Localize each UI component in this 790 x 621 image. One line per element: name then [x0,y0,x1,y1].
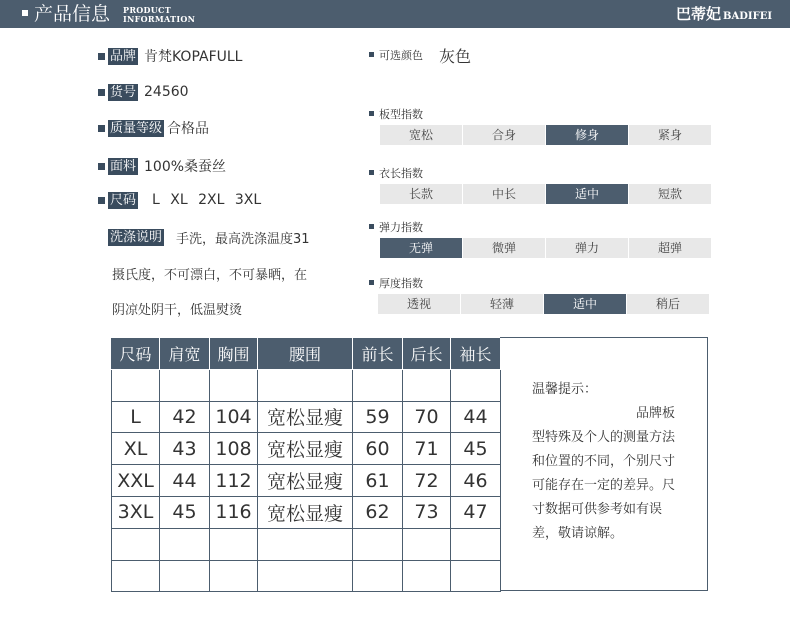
fabric-label: 面料 [110,158,137,174]
header-front-length: 前长 [353,338,403,370]
fit-option-regular: 合身 [463,125,545,145]
elastic-option-super: 超弹 [629,238,711,258]
thickness-option-thin: 轻薄 [461,294,543,314]
table-cell: 62 [353,496,403,528]
table-cell: 59 [353,401,403,433]
size-label: 尺码 [110,192,137,208]
header-size: 尺码 [112,338,160,370]
table-row [112,465,501,497]
bullet-square-icon [98,163,105,170]
table-row-empty [112,560,501,592]
table-cell: 46 [451,465,501,497]
table-cell: 3XL [112,496,160,528]
table-cell: 116 [210,496,258,528]
table-cell: 44 [160,465,210,497]
grade-value: 合格品 [167,121,210,137]
length-option-midlong: 中长 [463,184,545,204]
bullet-square-icon [369,170,374,175]
thickness-scale [378,294,710,314]
table-row [112,496,501,528]
table-cell: 61 [353,465,403,497]
info-brand [98,46,242,66]
fit-scale [380,125,712,145]
table-cell: 104 [210,401,258,433]
grade-label: 质量等级 [110,120,163,136]
care-line-1: 手洗，最高洗涤温度31 [176,231,310,247]
brand-value: 肯梵KOPAFULL [144,49,243,65]
color-value: 灰色 [439,47,472,66]
elastic-label: 弹力指数 [379,221,423,234]
header-bar [0,0,790,28]
header-bullet-icon [22,10,28,16]
info-size [98,190,261,210]
care-label: 洗涤说明 [110,229,163,245]
table-cell: L [112,401,160,433]
info-code [98,82,189,102]
size-table [111,337,501,592]
table-cell: XXL [112,465,160,497]
table-cell: 73 [403,496,451,528]
elastic-option-stretch: 弹力 [546,238,628,258]
table-row-empty [112,369,501,401]
bullet-square-icon [98,53,105,60]
table-cell: 宽松显瘦 [258,433,353,465]
bullet-square-icon [369,52,374,57]
length-scale [380,184,712,204]
tips-body: 品牌板型特殊及个人的测量方法和位置的不同，个别尺寸可能存在一定的差异。尺寸数据可供参考如有误差，敬请谅解。 [532,406,676,541]
fit-option-loose: 宽松 [380,125,462,145]
table-row [112,433,501,465]
care-line-3: 阴凉处阴干，低温熨烫 [112,303,243,318]
header-waist: 腰围 [258,338,353,370]
elastic-option-slight: 微弹 [463,238,545,258]
table-cell: 72 [403,465,451,497]
section-subtitle [123,6,195,24]
brand-label: 品牌 [110,48,137,64]
header-chest: 胸围 [210,338,258,370]
length-option-long: 长款 [380,184,462,204]
length-option-short: 短款 [629,184,711,204]
table-cell: 宽松显瘦 [258,401,353,433]
fit-label: 板型指数 [379,108,423,121]
color-label: 可选颜色 [379,49,423,62]
table-cell: 112 [210,465,258,497]
table-header-row [112,338,501,370]
thickness-option-thick: 稍后 [627,294,709,314]
table-cell: 45 [451,433,501,465]
care-line-2: 摄氏度，不可漂白，不可暴晒，在 [112,268,308,283]
elastic-option-none: 无弹 [380,238,462,258]
elastic-scale [380,238,712,258]
code-value: 24560 [144,84,189,100]
header-back-length: 后长 [403,338,451,370]
subtitle-line-1: PRODUCT [123,5,171,15]
table-cell: 60 [353,433,403,465]
table-row-empty [112,528,501,560]
table-cell: 宽松显瘦 [258,496,353,528]
thickness-option-medium: 适中 [544,294,626,314]
tips-box [500,337,708,591]
fit-option-tight: 紧身 [629,125,711,145]
fabric-value: 100%桑蚕丝 [144,159,227,175]
bullet-square-icon [98,197,105,204]
bullet-square-icon [369,111,374,116]
header-shoulder: 肩宽 [160,338,210,370]
table-cell: 45 [160,496,210,528]
thickness-label: 厚度指数 [379,277,423,290]
bullet-square-icon [369,224,374,229]
brand-logo-en: BADIFEI [723,11,772,22]
length-label: 衣长指数 [379,167,423,180]
bullet-square-icon [98,125,105,132]
info-fabric [98,156,226,176]
table-cell: 108 [210,433,258,465]
table-cell: 42 [160,401,210,433]
size-value: L XL 2XL 3XL [152,192,262,208]
info-care [108,227,310,247]
brand-logo [676,5,772,26]
section-title: 产品信息 [34,3,111,25]
table-row [112,401,501,433]
bullet-square-icon [369,280,374,285]
table-cell: 71 [403,433,451,465]
header-sleeve: 袖长 [451,338,501,370]
subtitle-line-2: INFORMATION [123,14,196,24]
info-grade [98,118,209,138]
table-cell: 47 [451,496,501,528]
table-cell: XL [112,433,160,465]
brand-logo-cn: 巴蒂妃 [676,5,722,23]
length-option-medium: 适中 [546,184,628,204]
table-cell: 43 [160,433,210,465]
fit-option-slim: 修身 [546,125,628,145]
bullet-square-icon [98,89,105,96]
tips-title: 温馨提示： [532,382,598,397]
thickness-option-sheer: 透视 [378,294,460,314]
code-label: 货号 [110,84,137,100]
table-cell: 宽松显瘦 [258,465,353,497]
table-cell: 70 [403,401,451,433]
table-cell: 44 [451,401,501,433]
